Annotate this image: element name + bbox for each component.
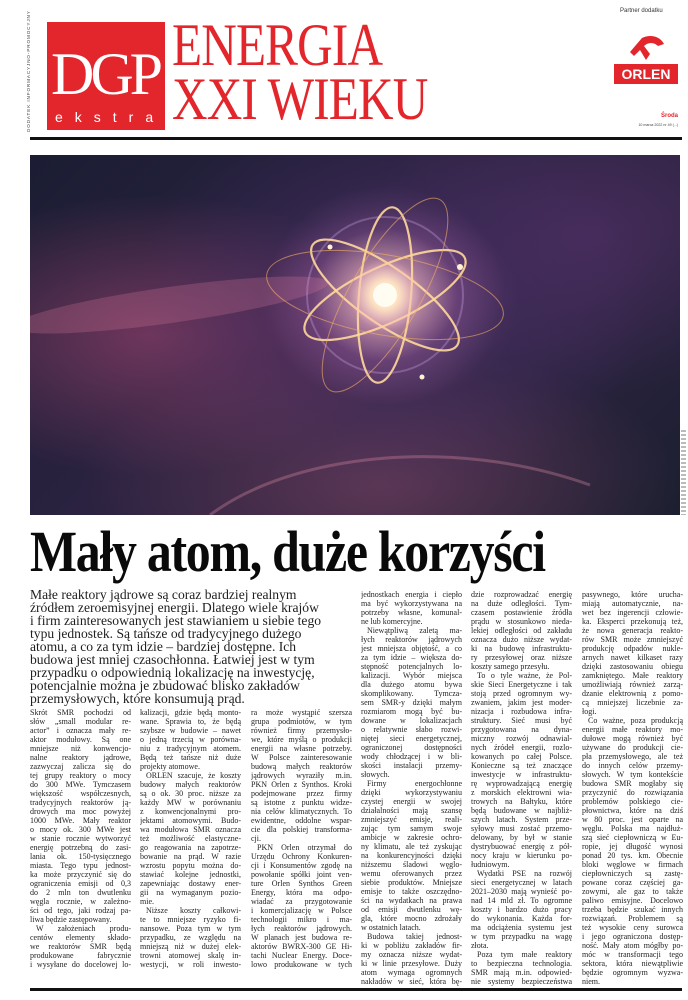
text-line: do innych celów przemy- [582, 761, 683, 770]
text-line: trzeba będzie szukać innych [582, 905, 683, 914]
text-line: zapewniając dostawy ener- [140, 879, 241, 888]
text-line: Firmy energochłonne [367, 779, 462, 788]
text-line: tachi Nuclear Energy. Doce- [251, 951, 352, 960]
dgp-ekstra-text: ekstra [55, 109, 166, 125]
text-line: nizacja i rozbudowa infra- [471, 707, 572, 716]
text-line: i wysyłane do docelowej lo- [30, 960, 131, 969]
text-line: gii na wymaganym pozio- [140, 888, 241, 897]
text-line: za tym idzie – większa do- [361, 653, 462, 662]
text-line: PKN Orlen otrzymał do [257, 843, 352, 852]
text-line: lania ok. 150-tysięcznego [30, 852, 131, 861]
text-line: Poza tym małe reaktory [477, 950, 572, 959]
text-line: dzięki wykorzystywaniu [361, 788, 462, 797]
text-line: z konwencjonalnymi pro- [140, 807, 241, 816]
text-column [361, 590, 462, 986]
text-line: projekty atomowe. [140, 762, 200, 771]
text-line: niu z tradycyjnym atomem. [140, 744, 241, 753]
text-line: Budowa takiej jednost- [367, 932, 462, 941]
text-line: nych źródeł energii, rozlo- [471, 743, 572, 752]
text-line: cą mniejszej liczebnie za- [582, 698, 683, 707]
text-line: też możliwość elastyczne- [140, 834, 241, 843]
text-line: dzie rozprowadzać energię [471, 590, 572, 599]
text-line: rozwiązań. Problemem są [582, 914, 683, 923]
text-line: rę wyprowadzającą energię [471, 779, 572, 788]
text-line: do 300 MWe. Tymczasem [30, 780, 131, 789]
atom-orbits-icon [30, 155, 680, 515]
text-line: ropie, jej długość wynosi [582, 842, 683, 851]
text-line: przygotowana na dyna- [471, 725, 572, 734]
text-line: zując tym samym swoje [361, 824, 462, 833]
text-line: słowych. W tym kontekście [582, 770, 683, 779]
text-line: dla dużego atomu bywa [361, 680, 462, 689]
text-line: koszty samego przesyłu. [471, 662, 550, 671]
text-line: budową małych reaktorów [251, 762, 352, 771]
lead-line: przemysłowych, które konsumują prąd. [30, 691, 245, 706]
lead-line: Małe reaktory jądrowe są coraz bardziej realnym [30, 587, 297, 602]
text-line: ma być wykorzystywana na [361, 599, 462, 608]
text-line: pła przemysłowego, ale też [582, 752, 683, 761]
text-line: w ostatnich latach. [361, 923, 421, 932]
text-line: ność. Mały atom mógłby po- [582, 941, 683, 950]
text-column [140, 708, 241, 969]
lead-line: przypadku o odpowiednią lokalizację na inwestycję, [30, 665, 315, 680]
text-line: Co ważne, poza produkcją [588, 716, 683, 725]
text-line: ka. Eksperci przekonują też, [582, 617, 683, 626]
text-line: w stanie rocznie wytworzyć [30, 834, 131, 843]
lead-line: atomu, a co za tym idzie – bardziej dostępne. Ich [30, 639, 297, 654]
text-line: nia celów klimatycznych. To [251, 807, 352, 816]
text-line: skości instalacji przemy- [361, 761, 462, 770]
text-line: cji i Konsumentów zgodę na [251, 861, 352, 870]
text-line: niem. [582, 977, 600, 986]
text-column [30, 708, 131, 969]
text-line: ture Orlen Synthos Green [251, 879, 352, 888]
text-line: ki na budowę infrastruktu- [471, 644, 572, 653]
text-line: z morskich elektrowni wia- [471, 788, 572, 797]
supplement-label [26, 10, 36, 132]
text-line: przyczynić do rozwiązania [582, 788, 683, 797]
text-line: sieci energetycznej w latach [471, 878, 572, 887]
text-line: PKN Orlen z Synthos. Kroki [251, 780, 352, 789]
text-line: o jedną trzecią w porówna- [140, 735, 241, 744]
text-line: jednostkach energia i ciepło [361, 590, 462, 599]
text-line: SMR mają m.in. odpowied- [471, 968, 572, 977]
text-line: actor” i oznacza mały re- [30, 726, 131, 735]
text-line: centów elementy składo- [30, 933, 131, 942]
text-line: energię potrzebną do zasi- [30, 843, 131, 852]
text-line: miczny rozwój odnawial- [471, 734, 572, 743]
text-line: gla, które mocno zdrożały [361, 914, 462, 923]
text-line: sektora, która niewątpliwie [582, 959, 683, 968]
text-line: we reaktorów SMR będą [30, 942, 131, 951]
photo-credit [681, 430, 686, 515]
text-line: na duże odległości. Tym- [471, 599, 572, 608]
text-line: ograniczenia emisji od 0,3 [30, 879, 131, 888]
text-line: w 80 proc. jest oparte na [582, 815, 683, 824]
text-line: ki w pobliżu zakładów fir- [361, 941, 462, 950]
text-line: wane. Sprawia to, że będą [140, 717, 241, 726]
text-line: każdy MW w porównaniu [140, 798, 241, 807]
dgp-logo-text: DGP [51, 41, 160, 107]
text-line: To o tyle ważne, że Pol- [477, 671, 572, 680]
text-line: 2021–2030 mają wynieść po- [471, 887, 572, 896]
text-line: płownictwa, które na dziś [582, 806, 683, 815]
text-line: W założeniach produ- [36, 924, 131, 933]
text-line: drowych ma moc powyżej [30, 807, 131, 816]
text-line: Będą też tańsze niż duże [140, 753, 241, 762]
orlen-logo [612, 32, 680, 88]
text-line: mie. [140, 897, 154, 906]
text-line: dzięki zastosowaniu obiegu [582, 662, 683, 671]
text-line: cji. [251, 834, 261, 843]
text-line: również firmy przemysło- [251, 726, 352, 735]
issue-day: Środa [660, 113, 678, 119]
text-line: W Polsce zainteresowanie [251, 753, 352, 762]
lead-line: źródłem zeroemisyjnej energii. Dlatego wiele krajów [30, 600, 319, 615]
supplement-label-text: DODATEK INFORMACYJNO-PROMOCYJNY [26, 10, 31, 132]
text-line: do wykonania. Każda for- [471, 914, 572, 923]
text-line: ambicje w zakresie ochro- [361, 833, 462, 842]
lead-line: typu jednostek. Są tańsze od tradycyjnego dużego [30, 626, 302, 641]
text-column [582, 590, 683, 986]
text-line: prądu w stosunkowo nieda- [471, 617, 572, 626]
text-line: większość współczesnych, [30, 789, 131, 798]
text-line: energii na własne potrzeby. [251, 744, 352, 753]
text-line: produkowane fabrycznie [30, 951, 131, 960]
text-line: koszty i bardzo dużo pracy [471, 905, 572, 914]
text-line: technologii mikro i ma- [251, 915, 352, 924]
text-line: jektami atomowymi. Budo- [140, 816, 241, 825]
text-line: węgla rocznie, w zależno- [30, 897, 131, 906]
text-line: podejmowane przez firmy [251, 789, 352, 798]
text-line: mniejsze niż konwencjo- [30, 744, 131, 753]
text-line: sem SMR-y dzięki małym [361, 698, 462, 707]
text-line: arnych nawet kilkaset razy [582, 653, 683, 662]
text-line: ki w linie przesyłowe. Duży [361, 959, 462, 968]
text-line: zmniejszyć emisje, reali- [361, 815, 462, 824]
text-line: do 2 mln ton dwutlenku [30, 888, 131, 897]
text-line: zwaniem, jakim jest moder- [471, 698, 572, 707]
text-line: delowany, by był w stanie [471, 833, 572, 842]
text-line: też wysokie ceny surowca [582, 923, 683, 932]
text-line: wa modułowa SMR oznacza [140, 825, 241, 834]
text-line: są istotne z punktu widze- [251, 798, 352, 807]
text-line: ra może wystąpić szersza [251, 708, 352, 717]
text-line: produkcję odpadów nukle- [582, 644, 683, 653]
lead-line: i firm zainteresowanych jest stawianiem u siebie tego [30, 613, 322, 628]
title-line-1: ENERGIA [172, 12, 383, 78]
atom-illustration [30, 155, 680, 515]
text-line: aktor modułowy. Są one [30, 735, 131, 744]
text-line: szych latach. System prze- [471, 815, 572, 824]
text-line: kalizacji, gdzie będą monto- [140, 708, 241, 717]
header-rule [30, 137, 682, 140]
text-line: jądrowych wyraziły m.in. [251, 771, 352, 780]
text-line: wzrostu popytu można do- [140, 861, 241, 870]
text-line: rów SMR może zmniejszyć [582, 635, 683, 644]
title-line-2: XXI WIEKU [172, 66, 428, 132]
text-line: lowo produkowane w tych [251, 960, 352, 969]
text-line: słowych. [361, 770, 390, 779]
article-headline: Mały atom, duże korzyści [30, 519, 545, 584]
dgp-logo [47, 22, 165, 130]
text-line: o mocy ok. 300 MWe jest [30, 825, 131, 834]
text-line: ka może przyczynić się do [30, 870, 131, 879]
text-line: problemów polskiego cie- [582, 797, 683, 806]
text-line: umożliwiają również zarzą- [582, 680, 683, 689]
text-column [471, 590, 572, 986]
text-line: zazwyczaj zalicza się do [30, 762, 131, 771]
text-line: szą sieć ciepłowniczą w Eu- [582, 833, 683, 842]
text-line: zamkniętego. Małe reaktory [582, 671, 683, 680]
footer-rule [30, 988, 682, 991]
text-line: powołanie spółki joint ven- [251, 870, 352, 879]
text-line: czasem postawienie źródła [471, 608, 572, 617]
text-line: nie systemy bezpieczeństwa [471, 977, 572, 986]
text-line: ORLEN szacuje, że koszty [146, 771, 241, 780]
lead-line: budowa jest mniej czasochłonna. Łatwiej jest w tym [30, 652, 315, 667]
text-line: nalne reaktory jądrowe, [30, 753, 131, 762]
text-line: paliwo emisyjne. Docelowo [582, 896, 683, 905]
text-line: stoją przed ogromnym wy- [471, 689, 572, 698]
text-line: struktury. Sieć musi być [471, 716, 572, 725]
text-line: miają automatycznie, na- [582, 599, 683, 608]
text-line: łudniowym. [471, 860, 510, 869]
text-line: lekiej odległości od zakładu [471, 626, 572, 635]
text-line: budowy małych reaktorów [140, 780, 241, 789]
text-line: trowych na Bałtyku, które [471, 797, 572, 806]
text-line: inwestycje w infrastruktu- [471, 770, 572, 779]
text-line: Konieczne są też znaczące [471, 761, 572, 770]
text-line: łogi. [582, 707, 597, 716]
text-line: Energy, która ma odpo- [251, 888, 352, 897]
text-line: rozmiarom mogą być bu- [361, 707, 462, 716]
text-line: grupa podmiotów, w tym [251, 717, 352, 726]
text-line: i jego ograniczona dostęp- [582, 932, 683, 941]
text-line: nansowe. Poza tym w tym [140, 924, 241, 933]
text-line: Niewątpliwą zaletą ma- [367, 626, 462, 635]
orlen-eagle-icon [612, 32, 680, 88]
text-line: wet bez ingerencji człowie- [582, 608, 683, 617]
text-line: ny klimatu, ale też zyskując [361, 842, 462, 851]
text-line: to bezpieczna technologia. [471, 959, 572, 968]
text-line: ograniczonej dostępności [361, 743, 462, 752]
text-line: szybsze w budowie – nawet [140, 726, 241, 735]
text-line: wody chłodzącej i w bli- [361, 752, 462, 761]
text-line: trowni atomowej skalę in- [140, 951, 241, 960]
text-line: o relatywnie słabo rozwi- [361, 725, 462, 734]
text-line: nakładów w sieć, która bę- [361, 977, 462, 986]
text-line: w tym przypadku na wagę [471, 932, 572, 941]
text-line: oznacza dużo niższe wydat- [471, 635, 572, 644]
orlen-logo-text: ORLEN [621, 66, 671, 82]
text-line: powane coraz częściej ga- [582, 878, 683, 887]
text-line: pasywnego, które urucha- [582, 590, 683, 599]
text-line: łych reaktorów jądrowych [361, 635, 462, 644]
text-line: kalizacji. Wybór miejsca [361, 671, 462, 680]
text-line: te to mniejsze ryzyko fi- [140, 915, 241, 924]
text-line: i komercjalizację w Polsce [251, 906, 352, 915]
text-line: niętej sieci energetycznej, [361, 734, 462, 743]
text-line: westycji, w roli inwesto- [140, 960, 241, 969]
text-line: nocy kraju w kierunku po- [471, 851, 572, 860]
text-line: Skrót SMR pochodzi od [30, 708, 131, 717]
article-lead [30, 588, 360, 705]
text-line: ma odciążenia systemu jest [471, 923, 572, 932]
issue-date: 10 marca 2022 nr 49 (...) [638, 123, 678, 127]
partner-label: Partner dodatku [620, 8, 663, 14]
text-line: Niższe koszty całkowi- [146, 906, 241, 915]
text-line: potrzeby własne, komunal- [361, 608, 462, 617]
text-line: od emisji dwutlenku wę- [361, 905, 462, 914]
text-line: miasta. Tego typu jednost- [30, 861, 131, 870]
text-line: dułowe mogą również być [582, 734, 683, 743]
text-line: tradycyjnych reaktorów ją- [30, 798, 131, 807]
text-line: móc w transformacji tego [582, 950, 683, 959]
text-line: ry przesyłowej oraz niższe [471, 653, 572, 662]
text-line: dzanie elektrownią z pomo- [582, 689, 683, 698]
text-line: 1000 MWe. Mały reaktor [30, 816, 131, 825]
lead-line: potencjalnie można je zbudować blisko zakładów [30, 678, 300, 693]
text-line: jest mniejsza objętość, a co [361, 644, 462, 653]
text-line: zowymi, ale gaz to także [582, 887, 683, 896]
text-line: my oznacza niższe wydat- [361, 950, 462, 959]
text-line: cie dla polskiej transforma- [251, 825, 352, 834]
supplement-title [172, 12, 428, 132]
text-line: kowanych po całej Polsce. [471, 752, 572, 761]
text-line: łych reaktorów jądrowych. [251, 924, 352, 933]
text-column [251, 708, 352, 969]
text-line: działalności mają szansę [361, 806, 462, 815]
text-line: Wydatki PSE na rozwój [477, 869, 572, 878]
text-line: Urzędu Ochrony Konkuren- [251, 852, 352, 861]
text-line: energii małe reaktory mo- [582, 725, 683, 734]
text-line: ewidentne, oddolne wspar- [251, 816, 352, 825]
text-line: atom wymaga ogromnych [361, 968, 462, 977]
text-line: ponad 20 tys. km. Obecnie [582, 851, 683, 860]
text-line: są o ok. 30 proc. niższe za [140, 789, 241, 798]
text-line: go reagowania na zapotrze- [140, 843, 241, 852]
text-line: stawiać kolejne jednostki, [140, 870, 241, 879]
text-line: aktorów BWRX-300 GE Hi- [251, 942, 352, 951]
text-line: bloki węglowe w firmach [582, 860, 683, 869]
text-line: że nowa generacja reakto- [582, 626, 683, 635]
text-line: syłowy musi zostać przemo- [471, 824, 572, 833]
text-line: stępność potencjalnych lo- [361, 662, 462, 671]
text-line: ne lub komercyjne. [361, 617, 423, 626]
text-line: siebie produktów. Mniejsze [361, 878, 462, 887]
text-line: na konkurencyjności dzięki [361, 851, 462, 860]
text-line: będzie ogromnym wyzwa- [582, 968, 683, 977]
text-line: tej grupy reaktory o mocy [30, 771, 131, 780]
text-line: bowanie na prąd. W razie [140, 852, 241, 861]
text-line: dowane w lokalizacjach [361, 716, 462, 725]
text-line: liwa będzie zastępowany. [30, 915, 112, 924]
text-line: dystrybuować energię z pół- [471, 842, 572, 851]
text-line: W planach jest budowa re- [251, 933, 352, 942]
text-line: nad 14 mld zł. To ogromne [471, 896, 572, 905]
text-line: węglu. Polska ma najdłuż- [582, 824, 683, 833]
text-line: ści na wydatkach na prawa [361, 896, 462, 905]
text-line: ści od tego, jaki rodzaj pa- [30, 906, 131, 915]
text-line: skie Sieci Energetyczne i tak [471, 680, 572, 689]
text-line: we, które myślą o produkcji [251, 735, 352, 744]
text-line: czystej energii w swojej [361, 797, 462, 806]
text-line: złota. [471, 941, 489, 950]
text-line: emisje to także oszczędno- [361, 887, 462, 896]
text-line: używane do produkcji cie- [582, 743, 683, 752]
text-line: niższemu śladowi węglo- [361, 860, 462, 869]
text-line: mniejszą niż w dużej elek- [140, 942, 241, 951]
text-line: wiadać za przygotowanie [251, 897, 352, 906]
text-line: słów „small modular re- [30, 717, 131, 726]
text-line: skomplikowany. Tymcza- [361, 689, 462, 698]
text-line: wemu oferowanych przez [361, 869, 462, 878]
text-line: ciepłowniczych są zastę- [582, 869, 683, 878]
text-line: będą budowane w najbliż- [471, 806, 572, 815]
text-line: przypadku, ze względu na [140, 933, 241, 942]
text-line: budowa SMR mogłaby się [582, 779, 683, 788]
